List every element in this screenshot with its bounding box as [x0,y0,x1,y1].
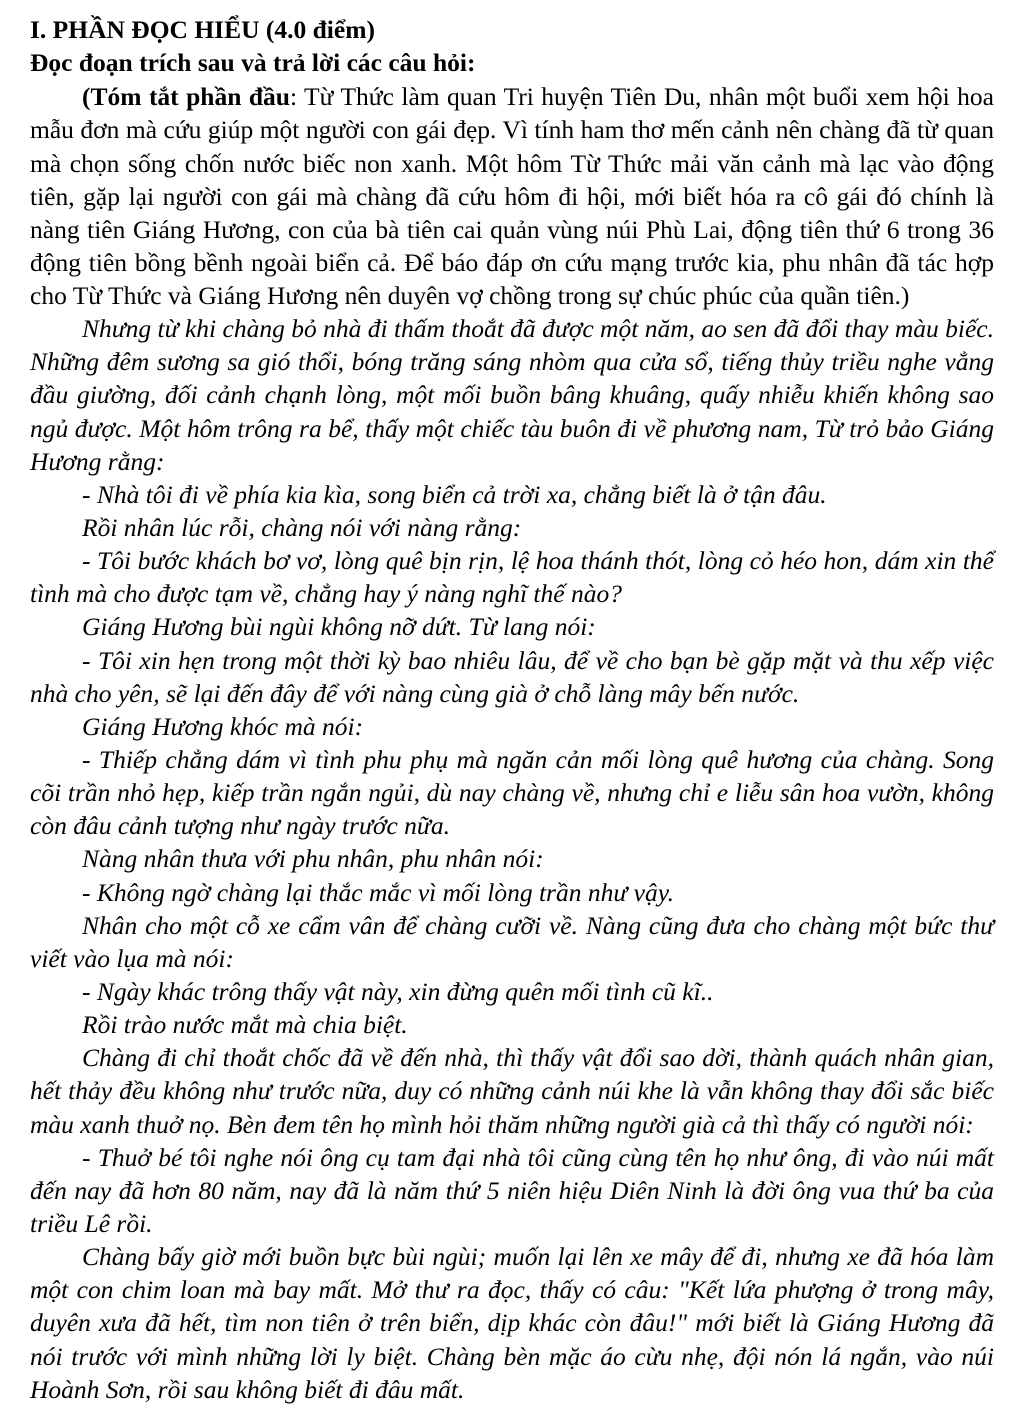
excerpt-paragraph-5: Giáng Hương bùi ngùi không nỡ dứt. Từ lang nói: [82,612,596,642]
summary-lead-label: (Tóm tắt phần đầu [82,82,290,112]
excerpt-paragraph-14: Chàng đi chỉ thoắt chốc đã về đến nhà, thì thấy vật đổi sao dời, thành quách nhân gian, hết thảy đều không như trước nữa, duy có những cảnh núi khe là vẫn không thay đổi sắc biếc màu xanh thuở nọ. Bèn đem tên họ mình hỏi thăm những người già cả thì thấy có người nói: [30,1043,994,1139]
excerpt-paragraph-1: Nhưng từ khi chàng bỏ nhà đi thấm thoắt đã được một năm, ao sen đã đổi thay màu biếc. Những đêm sương sa gió thổi, bóng trăng sáng nhòm qua cửa sổ, tiếng thủy triều nghe vẳng đầu giường, đối cảnh chạnh lòng, một mối buồn bâng khuâng, quấy nhiễu khiến không sao ngủ được. Một hôm trông ra bể, thấy một chiếc tàu buôn đi về phương nam, Từ trỏ bảo Giáng Hương rằng: [30,314,994,476]
instruction-heading: Đọc đoạn trích sau và trả lời các câu hỏi: [30,48,476,78]
excerpt-paragraph-11: Nhân cho một cỗ xe cẩm vân để chàng cưỡi về. Nàng cũng đưa cho chàng một bức thư viết vào lụa mà nói: [30,910,994,973]
summary-body-text: : Từ Thức làm quan Tri huyện Tiên Du, nhân một buổi xem hội hoa mẫu đơn mà cứu giúp một người con gái đẹp. Vì tính ham thơ mến cảnh nên chàng đã từ quan mà chọn sống chốn nước biếc non xanh. Một hôm Từ Thức mải văn cảnh mà lạc vào động tiên, gặp lại người con gái mà chàng đã cứu hôm đi hội, mới biết hóa ra cô gái đó chính là nàng tiên Giáng Hương, con của bà tiên cai quản vùng núi Phù Lai, động tiên thứ 6 trong 36 động tiên bồng bềnh ngoài biển cả. Để báo đáp ơn cứu mạng trước kia, phu nhân đã tác hợp cho Từ Thức và Giáng Hương nên duyên vợ chồng trong sự chúc phúc của quần tiên.) [30,82,994,311]
excerpt-paragraph-13: Rồi trào nước mắt mà chia biệt. [82,1010,408,1040]
summary-paragraph [30,80,994,312]
excerpt-paragraph-15: - Thuở bé tôi nghe nói ông cụ tam đại nhà tôi cũng cùng tên họ như ông, đi vào núi mất đến nay đã hơn 80 năm, nay đã là năm thứ 5 niên hiệu Diên Ninh là đời ông vua thứ ba của triều Lê rồi. [30,1142,994,1238]
excerpt-paragraph-16: Chàng bấy giờ mới buồn bực bùi ngùi; muốn lại lên xe mây để đi, nhưng xe đã hóa làm một con chim loan mà bay mất. Mở thư ra đọc, thấy có câu: "Kết lứa phượng ở trong mây, duyên xưa đã hết, tìm non tiên ở trên biển, dịp khác còn đâu!" mới biết là Giáng Hương đã nói trước với mình những lời ly biệt. Chàng bèn mặc áo cừu nhẹ, đội nón lá ngắn, vào núi Hoành Sơn, rồi sau không biết đi đâu mất. [30,1242,994,1404]
excerpt-paragraph-12: - Ngày khác trông thấy vật này, xin đừng quên mối tình cũ kĩ.. [82,977,714,1007]
excerpt-paragraph-9: Nàng nhân thưa với phu nhân, phu nhân nói: [82,844,544,874]
excerpt-paragraph-10: - Không ngờ chàng lại thắc mắc vì mối lòng trần như vậy. [82,877,674,907]
excerpt-paragraph-7: Giáng Hương khóc mà nói: [82,711,364,741]
excerpt-paragraph-6: - Tôi xin hẹn trong một thời kỳ bao nhiêu lâu, để về cho bạn bè gặp mặt và thu xếp việc nhà cho yên, sẽ lại đến đây để với nàng cùng già ở chỗ làng mây bến nước. [30,645,994,708]
excerpt-paragraph-4: - Tôi bước khách bơ vơ, lòng quê bịn rịn, lệ hoa thánh thót, lòng cỏ héo hon, dám xin thể tình mà cho được tạm về, chẳng hay ý nàng nghĩ thế nào? [30,546,994,609]
excerpt-paragraph-3: Rồi nhân lúc rỗi, chàng nói với nàng rằng: [82,513,522,543]
excerpt-paragraph-2: - Nhà tôi đi về phía kia kìa, song biển cả trời xa, chẳng biết là ở tận đâu. [82,479,827,509]
page-title: I. PHẦN ĐỌC HIỂU (4.0 điểm) [30,15,375,44]
excerpt-paragraph-8: - Thiếp chẳng dám vì tình phu phụ mà ngăn cản mối lòng quê hương của chàng. Song cõi trần nhỏ hẹp, kiếp trần ngắn ngủi, dù nay chàng về, nhưng chỉ e liễu sân hoa vườn, không còn đâu cảnh tượng như ngày trước nữa. [30,745,994,841]
